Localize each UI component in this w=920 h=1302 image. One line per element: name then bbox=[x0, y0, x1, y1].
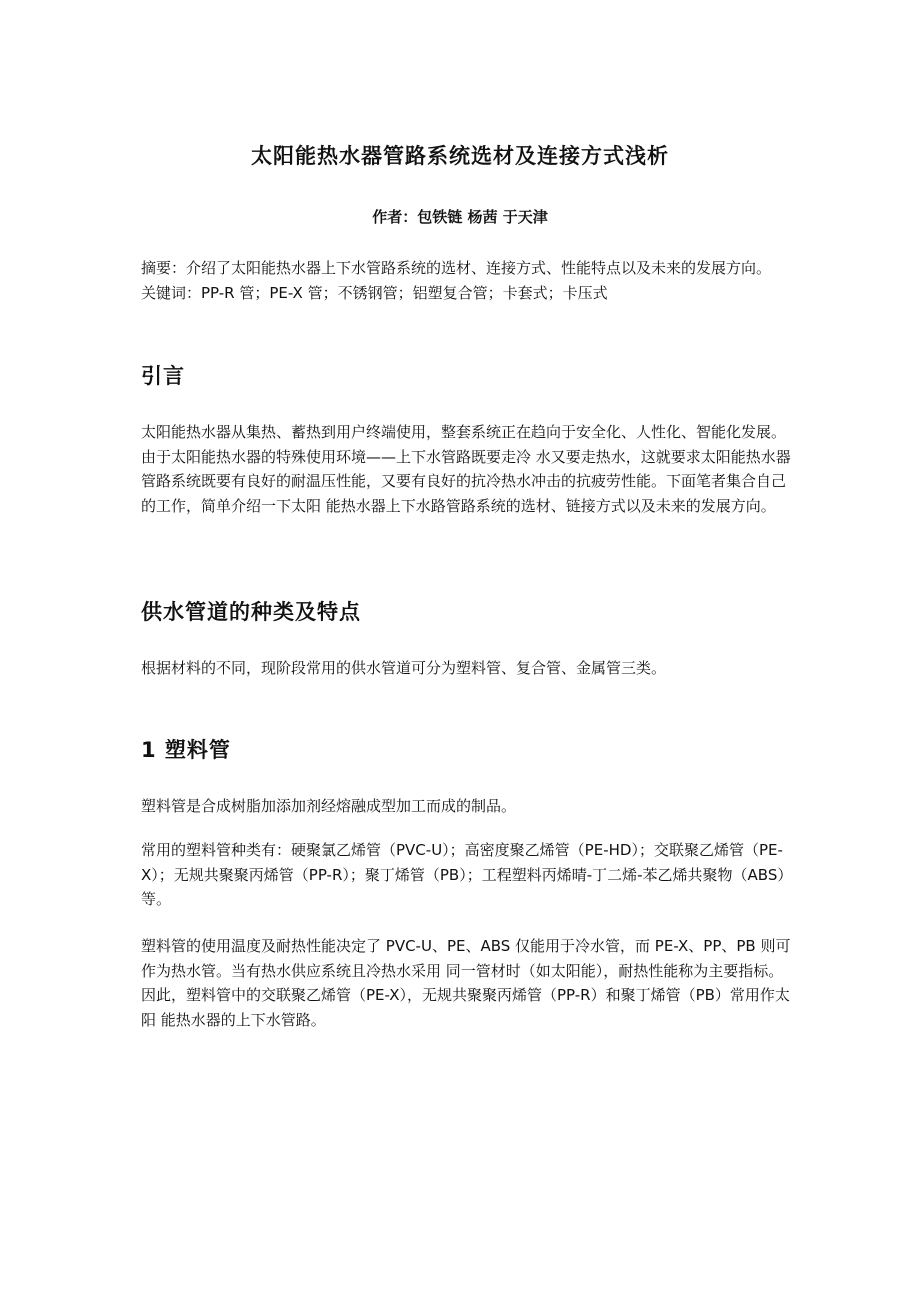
authors-line: 作者：包铁链 杨茜 于天津 bbox=[372, 208, 548, 226]
abstract-text: 摘要：介绍了太阳能热水器上下水管路系统的选材、连接方式、性能特点以及未来的发展方向。 bbox=[141, 259, 772, 277]
plastic-pipe-definition: 塑料管是合成树脂加添加剂经熔融成型加工而成的制品。 bbox=[141, 797, 517, 815]
plastic-pipe-types: 常用的塑料管种类有：硬聚氯乙烯管（PVC-U）；高密度聚乙烯管（PE-HD）；交联聚乙烯管（PE-X）；无规共聚聚丙烯管（PP-R）；聚丁烯管（PB）；工程塑料丙烯晴-丁二烯-苯乙烯共聚物（ABS）等。 bbox=[141, 841, 785, 908]
intro-body bbox=[141, 420, 791, 518]
keywords-text: 关键词：PP-R 管；PE-X 管；不锈钢管；铝塑复合管；卡套式；卡压式 bbox=[141, 283, 608, 302]
pipe-types-body bbox=[141, 656, 791, 681]
plastic-pipe-para-2 bbox=[141, 838, 791, 912]
pipe-types-paragraph: 根据材料的不同，现阶段常用的供水管道可分为塑料管、复合管、金属管三类。 bbox=[141, 659, 667, 677]
intro-paragraph: 太阳能热水器从集热、蓄热到用户终端使用，整套系统正在趋向于安全化、人性化、智能化发展。由于太阳能热水器的特殊使用环境——上下水管路既要走冷 水又要走热水，这就要求太阳能热水器管路系统既要有良好的耐温压性能，又要有良好的抗冷热水冲击的抗疲劳性能。下面笔者集合自己的工作，简单介绍一下太阳 能热水器上下水路管路系统的选材、链接方式以及未来的发展方向。 bbox=[141, 423, 791, 515]
section-heading-intro: 引言 bbox=[141, 364, 185, 388]
plastic-pipe-usage: 塑料管的使用温度及耐热性能决定了 PVC-U、PE、ABS 仅能用于冷水管，而 PE-X、PP、PB 则可作为热水管。当有热水供应系统且冷热水采用 同一管材时（如太阳能），耐热性能称为主要指标。因此，塑料管中的交联聚乙烯管（PE-X），无规共聚聚丙烯管（PP-R）和聚丁烯管（PB）常用作太阳 能热水器的上下水管路。 bbox=[141, 937, 791, 1029]
plastic-pipe-para-1 bbox=[141, 794, 791, 819]
document-title: 太阳能热水器管路系统选材及连接方式浅析 bbox=[251, 144, 669, 168]
section-heading-plastic-pipe: 1 塑料管 bbox=[141, 738, 231, 762]
abstract-block bbox=[141, 256, 791, 305]
section-heading-pipe-types: 供水管道的种类及特点 bbox=[141, 600, 361, 624]
plastic-pipe-para-3 bbox=[141, 934, 791, 1032]
